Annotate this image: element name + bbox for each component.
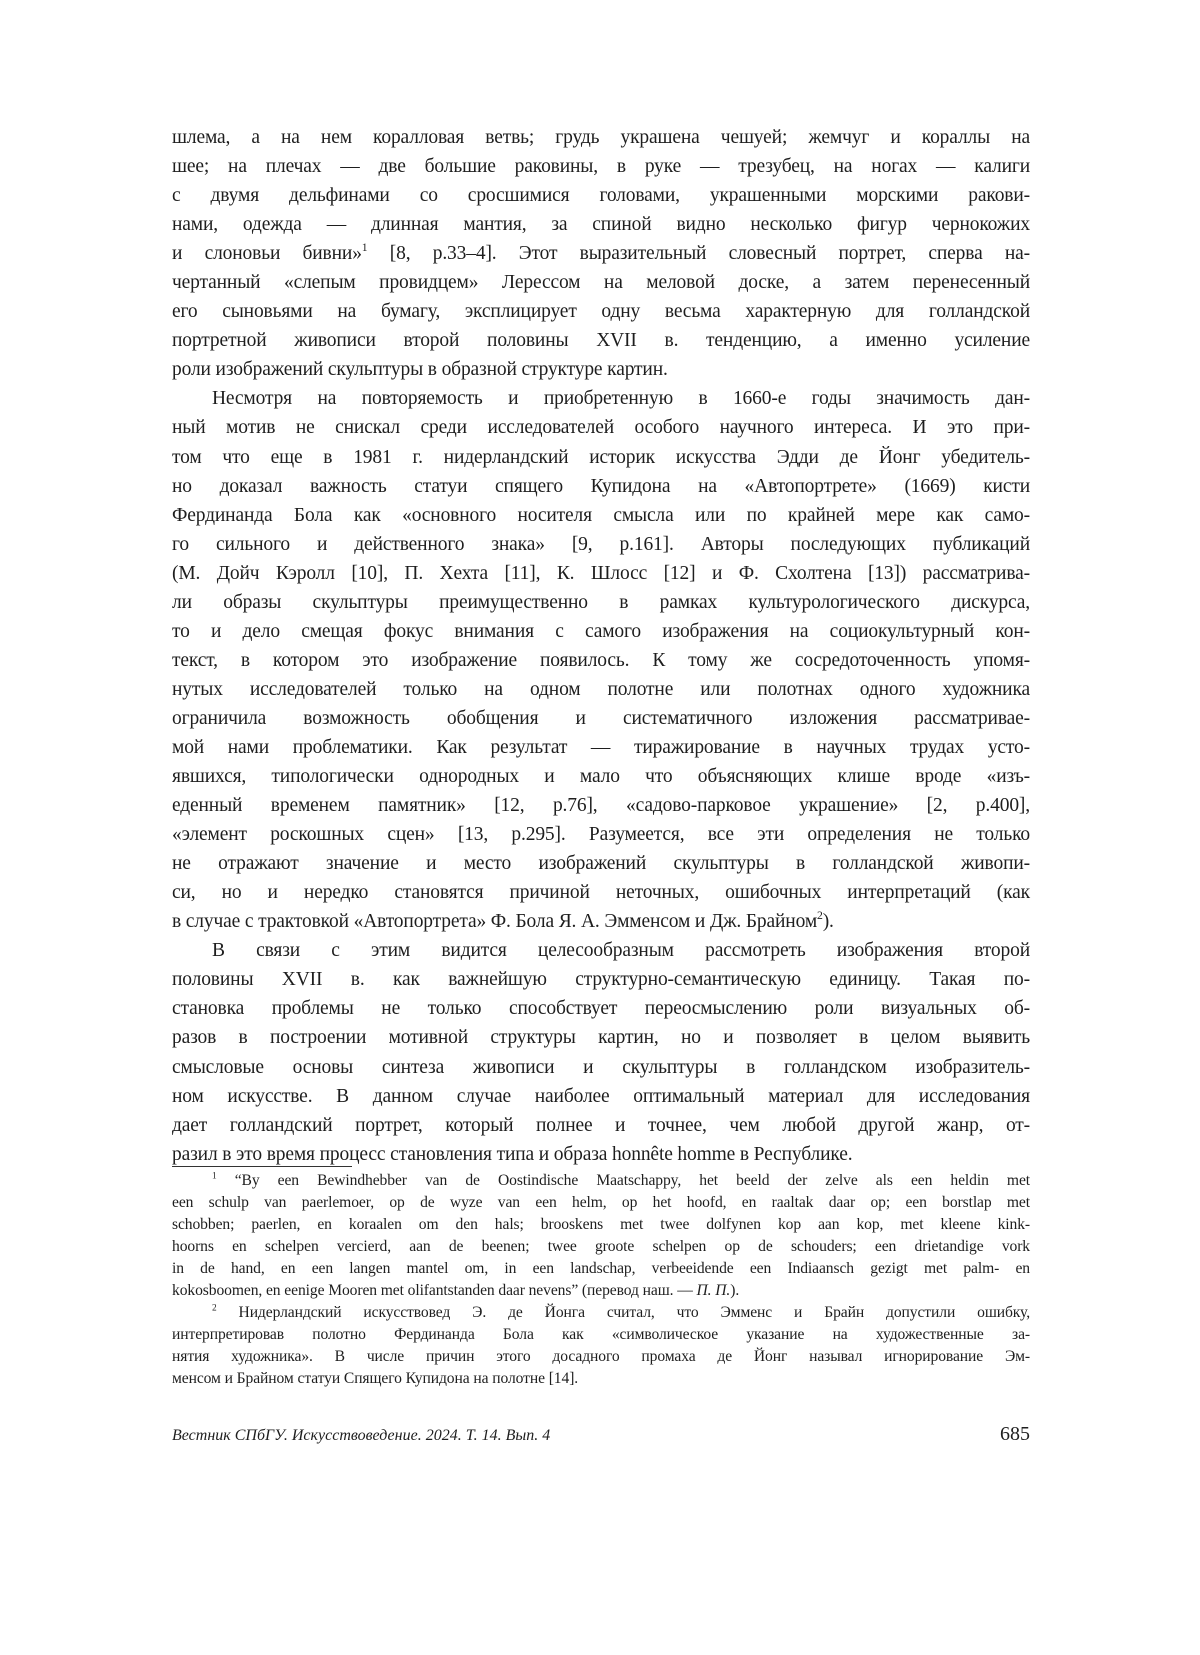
- text-line: [172, 791, 1030, 820]
- text-segment: но доказал важность статуи спящего Купидона на «Автопортрете» (1669) кисти: [172, 475, 1030, 497]
- text-line: [172, 181, 1030, 210]
- text-line: [172, 704, 1030, 733]
- text-line: [172, 1324, 1030, 1346]
- text-segment: еденный временем памятник» [12, p.76], «садово-парковое украшение» [2, p.400],: [172, 795, 1030, 817]
- text-segment: нутых исследователей только на одном полотне или полотнах одного художника: [172, 678, 1030, 700]
- text-segment: дает голландский портрет, который полнее и точнее, чем любой другой жанр, от-: [172, 1114, 1030, 1136]
- text-segment: schobben; paerlen, en koraalen om den hals; brooskens met twee dolfynen kop aan kop, met kleene kink-: [172, 1216, 1030, 1233]
- text-segment: текст, в котором это изображение появилось. К тому же сосредоточенность упомя-: [172, 649, 1030, 671]
- text-line: [172, 1053, 1030, 1082]
- text-line: [172, 210, 1030, 239]
- text-line: [172, 297, 1030, 326]
- text-segment: in de hand, en een langen mantel om, in een landschap, verbeeidende een Indiaansch gezigt met palm- en: [172, 1260, 1030, 1277]
- text-line: [172, 559, 1030, 588]
- paragraph: [172, 384, 1030, 936]
- text-line: [172, 675, 1030, 704]
- text-segment: ный мотив не снискал среди исследователей особого научного интереса. И это при-: [172, 417, 1030, 439]
- text-line: [172, 1023, 1030, 1052]
- text-segment: менсом и Брайном статуи Спящего Купидона на полотне [14].: [172, 1370, 579, 1387]
- text-segment: kokosboomen, en eenige Mooren met olifantstanden daar nevens” (перевод наш. —: [172, 1282, 697, 1299]
- page-number: 685: [1000, 1423, 1030, 1445]
- text-segment: си, но и нередко становятся причиной неточных, ошибочных интерпретаций (как: [172, 882, 1030, 904]
- text-line: [172, 152, 1030, 181]
- page-footer: [172, 1423, 1030, 1449]
- text-segment: hoorns en schelpen vercierd, aan de beenen; twee groote schelpen op de schouders; een drietandige vork: [172, 1238, 1030, 1255]
- text-segment: ).: [822, 911, 834, 933]
- text-line: [172, 1236, 1030, 1258]
- text-line: [172, 1302, 1030, 1324]
- text-line: [172, 501, 1030, 530]
- text-line: [172, 239, 1030, 268]
- text-segment: чертанный «слепым провидцем» Лерессом на меловой доске, а затем перенесенный: [172, 272, 1030, 294]
- text-segment: П. П.: [696, 1282, 731, 1299]
- text-line: [172, 1111, 1030, 1140]
- text-line: [172, 907, 1030, 936]
- text-line: [172, 1346, 1030, 1368]
- text-segment: в случае с трактовкой «Автопортрета» Ф. Бола Я. А. Эмменсом и Дж. Брайном: [172, 911, 818, 933]
- text-line: [172, 878, 1030, 907]
- text-segment: ном искусстве. В данном случае наиболее оптимальный материал для исследования: [172, 1085, 1030, 1107]
- text-line: [172, 1170, 1030, 1192]
- text-line: [172, 530, 1030, 559]
- footnote-separator: [172, 1166, 352, 1167]
- text-segment: портретной живописи второй половины XVII в. тенденцию, а именно усиление: [172, 330, 1030, 352]
- text-segment: разил в это время процесс становления типа и образа honnête homme в Республике.: [172, 1143, 853, 1165]
- text-line: [172, 326, 1030, 355]
- text-segment: становка проблемы не только способствует переосмыслению роли визуальных об-: [172, 998, 1030, 1020]
- text-line: [172, 1214, 1030, 1236]
- text-segment: (М. Дойч Кэролл [10], П. Хехта [11], К. Шлосс [12] и Ф. Схолтена [13]) рассматрива-: [172, 562, 1030, 584]
- text-segment: шлема, а на нем коралловая ветвь; грудь украшена чешуей; жемчуг и кораллы на: [172, 127, 1030, 148]
- text-line: [172, 1280, 1030, 1302]
- text-line: [172, 617, 1030, 646]
- text-segment: роли изображений скульптуры в образной структуре картин.: [172, 359, 668, 381]
- text-segment: [8, p.33–4]. Этот выразительный словесный портрет, сперва на-: [367, 243, 1030, 265]
- text-segment: смысловые основы синтеза живописи и скульптуры в голландском изобразитель-: [172, 1056, 1030, 1078]
- text-segment: мой нами проблематики. Как результат — тиражирование в научных трудах усто-: [172, 736, 1030, 758]
- text-segment: с двумя дельфинами со сросшимися головами, украшенными морскими ракови-: [172, 185, 1030, 207]
- text-line: [172, 965, 1030, 994]
- text-line: [172, 1082, 1030, 1111]
- text-line: [172, 1192, 1030, 1214]
- text-segment: нятия художника». В числе причин этого досадного промаха де Йонг называл игнорирование Эм-: [172, 1348, 1030, 1365]
- text-segment: то и дело смещая фокус внимания с самого изображения на социокультурный кон-: [172, 620, 1030, 642]
- footnote: [172, 1302, 1030, 1390]
- footnote-marker: 2: [817, 909, 823, 923]
- text-line: [172, 762, 1030, 791]
- text-line: [172, 268, 1030, 297]
- text-segment: ли образы скульптуры преимущественно в рамках культурологического дискурса,: [172, 591, 1030, 613]
- footnote-marker: 1: [212, 1171, 217, 1182]
- text-segment: не отражают значение и место изображений скульптуры в голландской живопи-: [172, 853, 1030, 875]
- text-segment: een schulp van paerlemoer, op de wyze van een helm, op het hoofd, en raaltak daar op; een borstlap met: [172, 1194, 1030, 1211]
- text-segment: Несмотря на повторяемость и приобретенную в 1660-е годы значимость дан-: [212, 388, 1030, 410]
- text-segment: “By een Bewindhebber van de Oostindische Maatschappy, het beeld der zelve als een heldin met: [216, 1172, 1030, 1189]
- text-segment: ).: [730, 1282, 740, 1299]
- text-line: [172, 1368, 1030, 1390]
- text-segment: Нидерландский искусствовед Э. де Йонга считал, что Эмменс и Брайн допустили ошибку,: [216, 1304, 1030, 1321]
- text-line: [172, 733, 1030, 762]
- text-line: [172, 355, 1030, 384]
- text-segment: его сыновьями на бумагу, эксплицирует одну весьма характерную для голландской: [172, 301, 1030, 323]
- footnote-marker: 1: [361, 241, 368, 254]
- text-line: [172, 994, 1030, 1023]
- footnotes: [172, 1170, 1030, 1390]
- text-segment: шее; на плечах — две большие раковины, в руке — трезубец, на ногах — калиги: [172, 156, 1030, 178]
- text-line: [172, 384, 1030, 413]
- text-line: [172, 1258, 1030, 1280]
- text-line: [172, 936, 1030, 965]
- footnote-marker: 2: [212, 1303, 217, 1314]
- text-segment: явшихся, типологически однородных и мало что объясняющих клише вроде «изъ-: [172, 766, 1030, 788]
- paragraph: [172, 123, 1030, 384]
- text-segment: половины XVII в. как важнейшую структурно-семантическую единицу. Такая по-: [172, 969, 1030, 991]
- text-segment: интерпретировав полотно Фердинанда Бола как «символическое указание на художественные за-: [172, 1326, 1030, 1343]
- paragraph: [172, 936, 1030, 1168]
- text-segment: ограничила возможность обобщения и систематичного изложения рассматривае-: [172, 707, 1030, 729]
- text-segment: и слоновьи бивни»: [172, 243, 362, 265]
- text-line: [172, 588, 1030, 617]
- journal-citation: Вестник СПбГУ. Искусствоведение. 2024. Т. 14. Вып. 4: [172, 1427, 551, 1444]
- text-line: [172, 820, 1030, 849]
- text-line: [172, 443, 1030, 472]
- text-segment: го сильного и действенного знака» [9, p.161]. Авторы последующих публикаций: [172, 533, 1030, 555]
- footnote: [172, 1170, 1030, 1302]
- text-segment: В связи с этим видится целесообразным рассмотреть изображения второй: [212, 940, 1030, 962]
- text-line: [172, 646, 1030, 675]
- text-line: [172, 1140, 1030, 1169]
- text-line: [172, 123, 1030, 152]
- text-line: [172, 849, 1030, 878]
- text-line: [172, 413, 1030, 442]
- text-segment: разов в построении мотивной структуры картин, но и позволяет в целом выявить: [172, 1027, 1030, 1049]
- main-text: [172, 123, 1030, 1169]
- text-segment: «элемент роскошных сцен» [13, p.295]. Разумеется, все эти определения не только: [172, 824, 1030, 846]
- text-segment: Фердинанда Бола как «основного носителя смысла или по крайней мере как само-: [172, 504, 1030, 526]
- text-segment: том что еще в 1981 г. нидерландский историк искусства Эдди де Йонг убедитель-: [172, 446, 1030, 468]
- text-line: [172, 472, 1030, 501]
- text-segment: нами, одежда — длинная мантия, за спиной видно несколько фигур чернокожих: [172, 214, 1030, 236]
